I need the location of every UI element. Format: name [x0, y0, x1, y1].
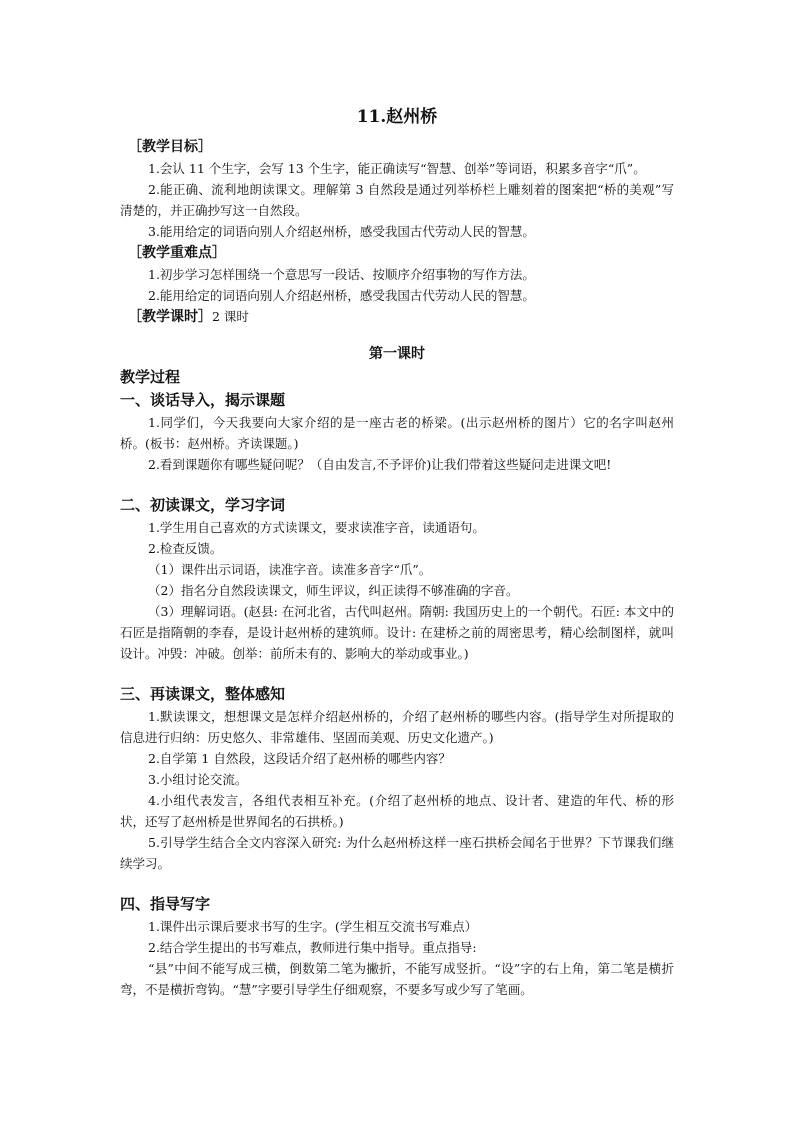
hours-header: ［教学课时］ — [128, 309, 212, 325]
objective-item: 2.能正确、流利地朗读课文。理解第 3 自然段是通过列举桥栏上雕刻着的图案把“桥的美观”写清楚的，并正确抄写这一自然段。 — [120, 182, 674, 218]
section-para: （3）理解词语。(赵县: 在河北省，古代叫赵州。隋朝: 我国历史上的一个朝代。石匠: 本文中的石匠是指隋朝的李春，是设计赵州桥的建筑师。设计: 在建桥之前的周密思考，精心绘制图样，就叫设计。冲毁：冲破。创举：前所未有的、影响大的举动或事业。) — [120, 604, 674, 661]
key-point-item: 1.初步学习怎样围绕一个意思写一段话、按顺序介绍事物的写作方法。 — [148, 267, 535, 282]
hours-line — [120, 306, 674, 328]
section-heading: 二、初读课文，学习字词 — [120, 496, 286, 514]
section-para: 2.自学第 1 自然段，这段话介绍了赵州桥的哪些内容？ — [148, 751, 451, 766]
section-para: 5.引导学生结合全文内容深入研究: 为什么赵州桥这样一座石拱桥会闻名于世界？下节课我们继续学习。 — [120, 835, 674, 871]
section-para: 2.检查反馈。 — [148, 541, 223, 556]
section-para: （2）指名分自然段读课文，师生评议，纠正读得不够准确的字音。 — [148, 583, 519, 598]
process-title: 教学过程 — [120, 368, 181, 386]
section-para: 1.学生用自己喜欢的方式读课文，要求读准字音，读通语句。 — [148, 520, 485, 535]
objective-item: 3.能用给定的词语向别人介绍赵州桥，感受我国古代劳动人民的智慧。 — [148, 224, 535, 239]
lesson-title: 第一课时 — [369, 346, 425, 362]
section-para: “县”中间不能写成三横，倒数第二笔为撇折，不能写成竖折。“设”字的右上角，第二笔是横折弯，不是横折弯钩。“慧”字要引导学生仔细观察，不要多写或少写了笔画。 — [120, 961, 674, 997]
section-para: 1.默读课文，想想课文是怎样介绍赵州桥的，介绍了赵州桥的哪些内容。(指导学生对所提取的信息进行归纳：历史悠久、非常雄伟、坚固而美观、历史文化遗产。) — [120, 709, 674, 745]
spacer — [120, 874, 674, 892]
objective-item: 1.会认 11 个生字，会写 13 个生字，能正确读写“智慧、创举”等词语，积累多音字“爪”。 — [148, 161, 646, 176]
document-title: 11.赵州桥 — [356, 107, 438, 127]
spacer — [120, 664, 674, 682]
key-point-item: 2.能用给定的词语向别人介绍赵州桥，感受我国古代劳动人民的智慧。 — [148, 288, 535, 303]
section-para: 1.课件出示课后要求书写的生字。(学生相互交流书写难点） — [148, 919, 478, 934]
section-para: 3.小组讨论交流。 — [148, 772, 248, 787]
section-para: 2.看到课题你有哪些疑问呢？（自由发言,不予评价)让我们带着这些疑问走进课文吧! — [148, 457, 612, 472]
objectives-header: ［教学目标］ — [128, 139, 212, 155]
section-para: （1）课件出示词语，读准字音。读准多音字“爪”。 — [148, 562, 432, 577]
section-para: 2.结合学生提出的书写难点，教师进行集中指导。重点指导: — [148, 940, 477, 955]
hours-value: 2 课时 — [212, 309, 249, 324]
section-para: 1.同学们，今天我要向大家介绍的是一座古老的桥梁。(出示赵州桥的图片）它的名字叫赵州桥。(板书：赵州桥。齐读课题。) — [120, 415, 674, 451]
section-para: 4.小组代表发言，各组代表相互补充。(介绍了赵州桥的地点、设计者、建造的年代、桥的形状，还写了赵州桥是世界闻名的石拱桥。) — [120, 793, 674, 829]
document-content — [120, 104, 674, 1000]
section-heading: 一、谈话导入，揭示课题 — [120, 391, 286, 409]
spacer — [120, 475, 674, 493]
section-heading: 三、再读课文，整体感知 — [120, 685, 286, 703]
section-heading: 四、指导写字 — [120, 895, 211, 913]
key-points-header: ［教学重难点］ — [128, 245, 226, 261]
